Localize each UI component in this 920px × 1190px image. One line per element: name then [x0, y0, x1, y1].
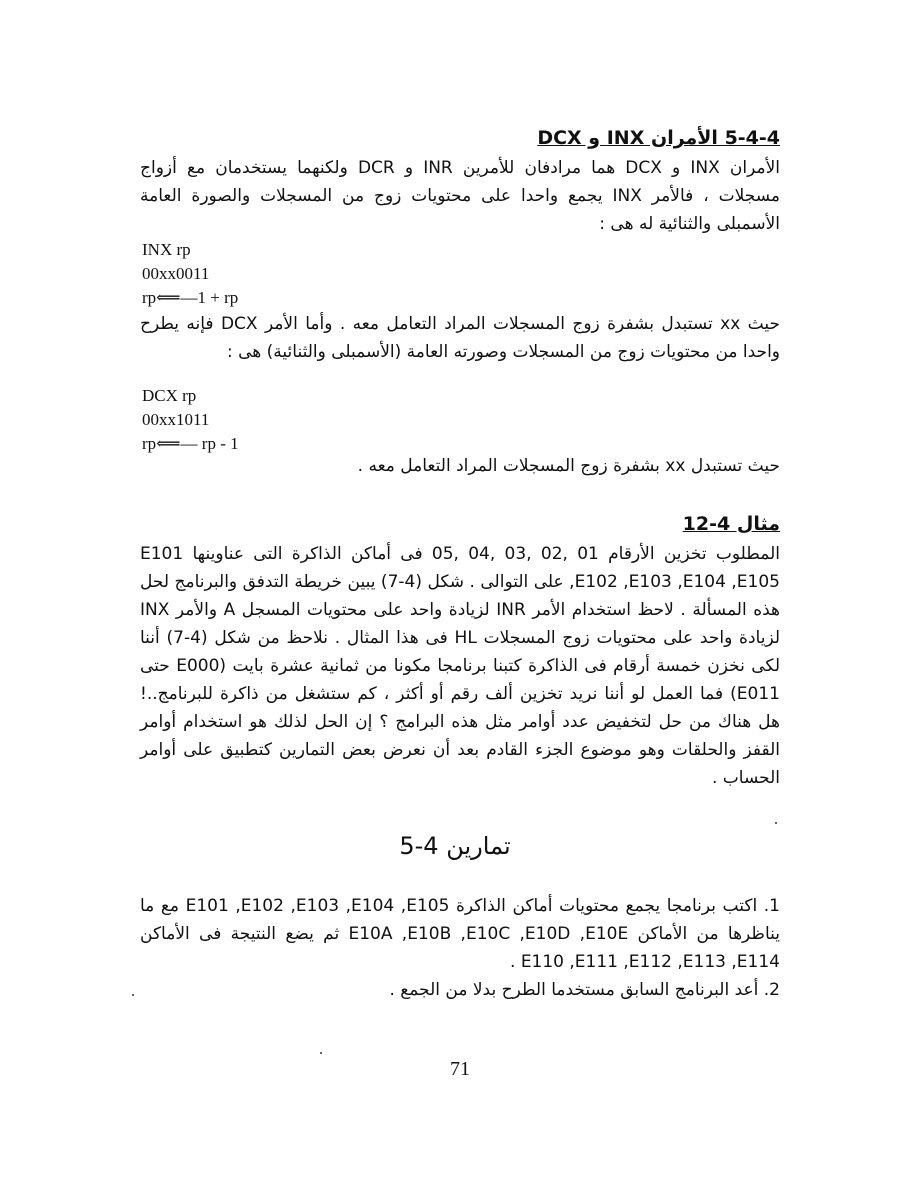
dcx-code-block — [142, 384, 442, 456]
scan-speck — [132, 994, 134, 996]
code-line: INX rp — [142, 240, 191, 259]
scan-speck — [320, 1052, 322, 1054]
example-heading: مثال 4-12 — [682, 513, 780, 535]
paragraph-dcx-description: حيث xx تستبدل بشفرة زوج المسجلات المراد التعامل معه . وأما الأمر DCX فإنه يطرح واحدا من محتويات زوج من المسجلات وصورته العامة (الأسمبلى والثنائية) هى : — [140, 314, 780, 362]
exercise-item: 2. أعد البرنامج السابق مستخدما الطرح بدلا من الجمع . — [389, 980, 780, 1000]
paragraph-example-body: المطلوب تخزين الأرقام 01 ,02 ,03 ,04 ,05 فى أماكن الذاكرة التى عناوينها E101 ,E102 ,E103 ,E104 ,E105 على التوالى . شكل (4-7) يبين خريطة التدفق والبرنامج لحل هذه المسألة . لاحظ استخدام الأمر INR لزيادة واحد على محتويات المسجل A والأمر INX لزيادة واحد على محتويات زوج المسجلات HL فى هذا المثال . نلاحظ من شكل (4-7) أننا لكى نخزن خمسة أرقام فى الذاكرة كتبنا برنامجا مكونا من ثمانية عشرة بايت (E000 حتى E011) فما العمل لو أننا نريد تخزين ألف رقم أو أكثر ، كم ستشغل من ذاكرة للبرنامج..! هل هناك من حل لتخفيض عدد أوامر مثل هذه البرامج ؟ إن الحل لذلك هو استخدام أوامر القفز والحلقات وهو موضوع الجزء القادم بعد أن نعرض بعض التمارين كتطبيق على أوامر الحساب . — [140, 544, 781, 788]
exercise-item: 1. اكتب برنامجا يجمع محتويات أماكن الذاكرة E101 ,E102 ,E103 ,E104 ,E105 مع ما يناظرها من الأماكن E10A ,E10B ,E10C ,E10D ,E10E ثم يضع النتيجة فى الأماكن E110 ,E111 ,E112 ,E113 ,E114 . — [140, 896, 780, 972]
exercises-section-number: 5-4 — [399, 832, 439, 860]
paragraph-dcx-note: حيث تستبدل xx بشفرة زوج المسجلات المراد التعامل معه . — [357, 456, 780, 476]
code-line: rp⟸—1 + rp — [142, 288, 239, 307]
code-line: 00xx0011 — [142, 264, 210, 283]
code-line: 00xx1011 — [142, 410, 210, 429]
page-number: 71 — [450, 1058, 470, 1080]
scan-speck — [775, 822, 777, 824]
exercises-list — [140, 892, 780, 1004]
code-line: DCX rp — [142, 386, 197, 405]
code-line: rp⟸— rp - 1 — [142, 434, 239, 453]
inx-code-block — [142, 238, 442, 310]
exercises-title-text: تمارين — [446, 832, 511, 860]
paragraph-inx-dcx-intro: الأمران INX و DCX هما مرادفان للأمرين INR و DCR ولكنهما يستخدمان مع أزواج مسجلات ، فالأمر INX يجمع واحدا على محتويات زوج من المسجلات والصورة العامة الأسمبلى والثنائية له هى : — [140, 158, 780, 234]
exercises-title — [140, 830, 780, 862]
section-heading-inx-dcx: 5-4-4 الأمران INX و DCX — [537, 127, 780, 149]
